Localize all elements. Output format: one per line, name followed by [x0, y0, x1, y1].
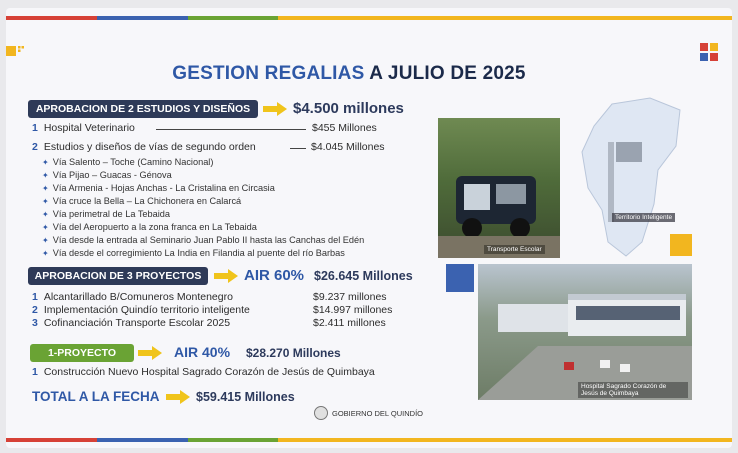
hospital-building-icon	[478, 264, 692, 400]
section3-item: 1 Construcción Nuevo Hospital Sagrado Corazón de Jesús de Quimbaya	[32, 366, 375, 378]
section3-pill: 1-PROYECTO	[30, 344, 134, 362]
total-amount: $59.415 Millones	[196, 390, 295, 404]
footer-brand-text: GOBIERNO DEL QUINDÍO	[332, 408, 423, 418]
road-item: ✦ Vía del Aeropuerto a la zona franca en La Tebaida	[42, 222, 257, 232]
section2-item-1: 1 Alcantarillado B/Comuneros Montenegro	[32, 291, 233, 303]
leader-line	[156, 129, 306, 130]
road-item: ✦ Vía Pijao – Guacas - Génova	[42, 170, 172, 180]
section2-amount: $26.645 Millones	[314, 269, 413, 283]
item-value: $9.237 millones	[313, 291, 387, 303]
blue-square	[446, 264, 474, 292]
footer-brand	[314, 406, 423, 420]
item-value: $4.045 Millones	[311, 141, 385, 153]
diamond-bullet-icon: ✦	[42, 223, 49, 232]
road-item: ✦ Vía cruce la Bella – La Chichonera en Calarcá	[42, 196, 242, 206]
item-value: $14.997 millones	[313, 304, 393, 316]
item-text: Estudios y diseños de vías de segundo orden	[43, 141, 256, 153]
diamond-bullet-icon: ✦	[42, 197, 49, 206]
diamond-bullet-icon: ✦	[42, 210, 49, 219]
diamond-bullet-icon: ✦	[42, 184, 49, 193]
brand-logo-left	[6, 46, 24, 56]
hospital-photo	[478, 264, 692, 400]
arrow-right-icon	[263, 102, 287, 116]
item-number: 2	[32, 141, 38, 153]
item-value: $2.411 millones	[313, 317, 386, 329]
diamond-bullet-icon: ✦	[42, 249, 49, 258]
road-item: ✦ Vía desde la entrada al Seminario Juan Pablo II hasta las Canchas del Edén	[42, 235, 365, 245]
color-stripe-top	[6, 16, 732, 20]
page-title	[6, 63, 692, 85]
diamond-bullet-icon: ✦	[42, 171, 49, 180]
arrow-right-icon	[138, 346, 162, 360]
section1-item-1	[32, 122, 135, 134]
road-item: ✦ Vía desde el corregimiento La India en Filandia al puente del río Barbas	[42, 248, 345, 258]
title-part1: GESTION REGALIAS	[172, 63, 365, 84]
arrow-right-icon	[166, 390, 190, 404]
section2-item-2: 2 Implementación Quindío territorio inteligente	[32, 304, 250, 316]
total-label: TOTAL A LA FECHA	[32, 389, 160, 404]
section2-pill: APROBACION DE 3 PROYECTOS	[28, 267, 208, 285]
arrow-right-icon	[214, 269, 238, 283]
title-part2: A JULIO DE 2025	[369, 63, 526, 84]
section1-pill: APROBACION DE 2 ESTUDIOS Y DISEÑOS	[28, 100, 258, 118]
item-number: 1	[32, 122, 38, 134]
slide	[6, 8, 732, 448]
seal-icon	[314, 406, 328, 420]
photo-caption: Hospital Sagrado Corazón de Jesús de Quimbaya	[578, 382, 688, 398]
diamond-bullet-icon: ✦	[42, 236, 49, 245]
section2-air: AIR 60%	[244, 267, 305, 284]
color-stripe-bottom	[6, 438, 732, 442]
item-value: $455 Millones	[312, 122, 377, 134]
photo-caption: Territorio Inteligente	[612, 213, 675, 222]
road-item: ✦ Vía Armenia - Hojas Anchas - La Cristalina en Circasia	[42, 183, 275, 193]
transport-photo	[438, 118, 560, 258]
leader-line	[290, 148, 306, 149]
section2-item-3: 3 Cofinanciación Transporte Escolar 2025	[32, 317, 231, 329]
section3-amount: $28.270 Millones	[246, 346, 341, 360]
brand-logo-right	[700, 43, 718, 61]
section3-air: AIR 40%	[174, 344, 231, 360]
section1-item-2	[32, 141, 256, 153]
diamond-bullet-icon: ✦	[42, 158, 49, 167]
road-item: ✦ Vía perimetral de La Tebaida	[42, 209, 171, 219]
jeep-icon	[438, 118, 560, 258]
section1-amount: $4.500 millones	[293, 100, 404, 117]
item-text: Hospital Veterinario	[43, 122, 135, 134]
yellow-square	[670, 234, 692, 256]
road-item: ✦ Vía Salento – Toche (Camino Nacional)	[42, 157, 214, 167]
photo-caption: Transporte Escolar	[484, 245, 545, 254]
